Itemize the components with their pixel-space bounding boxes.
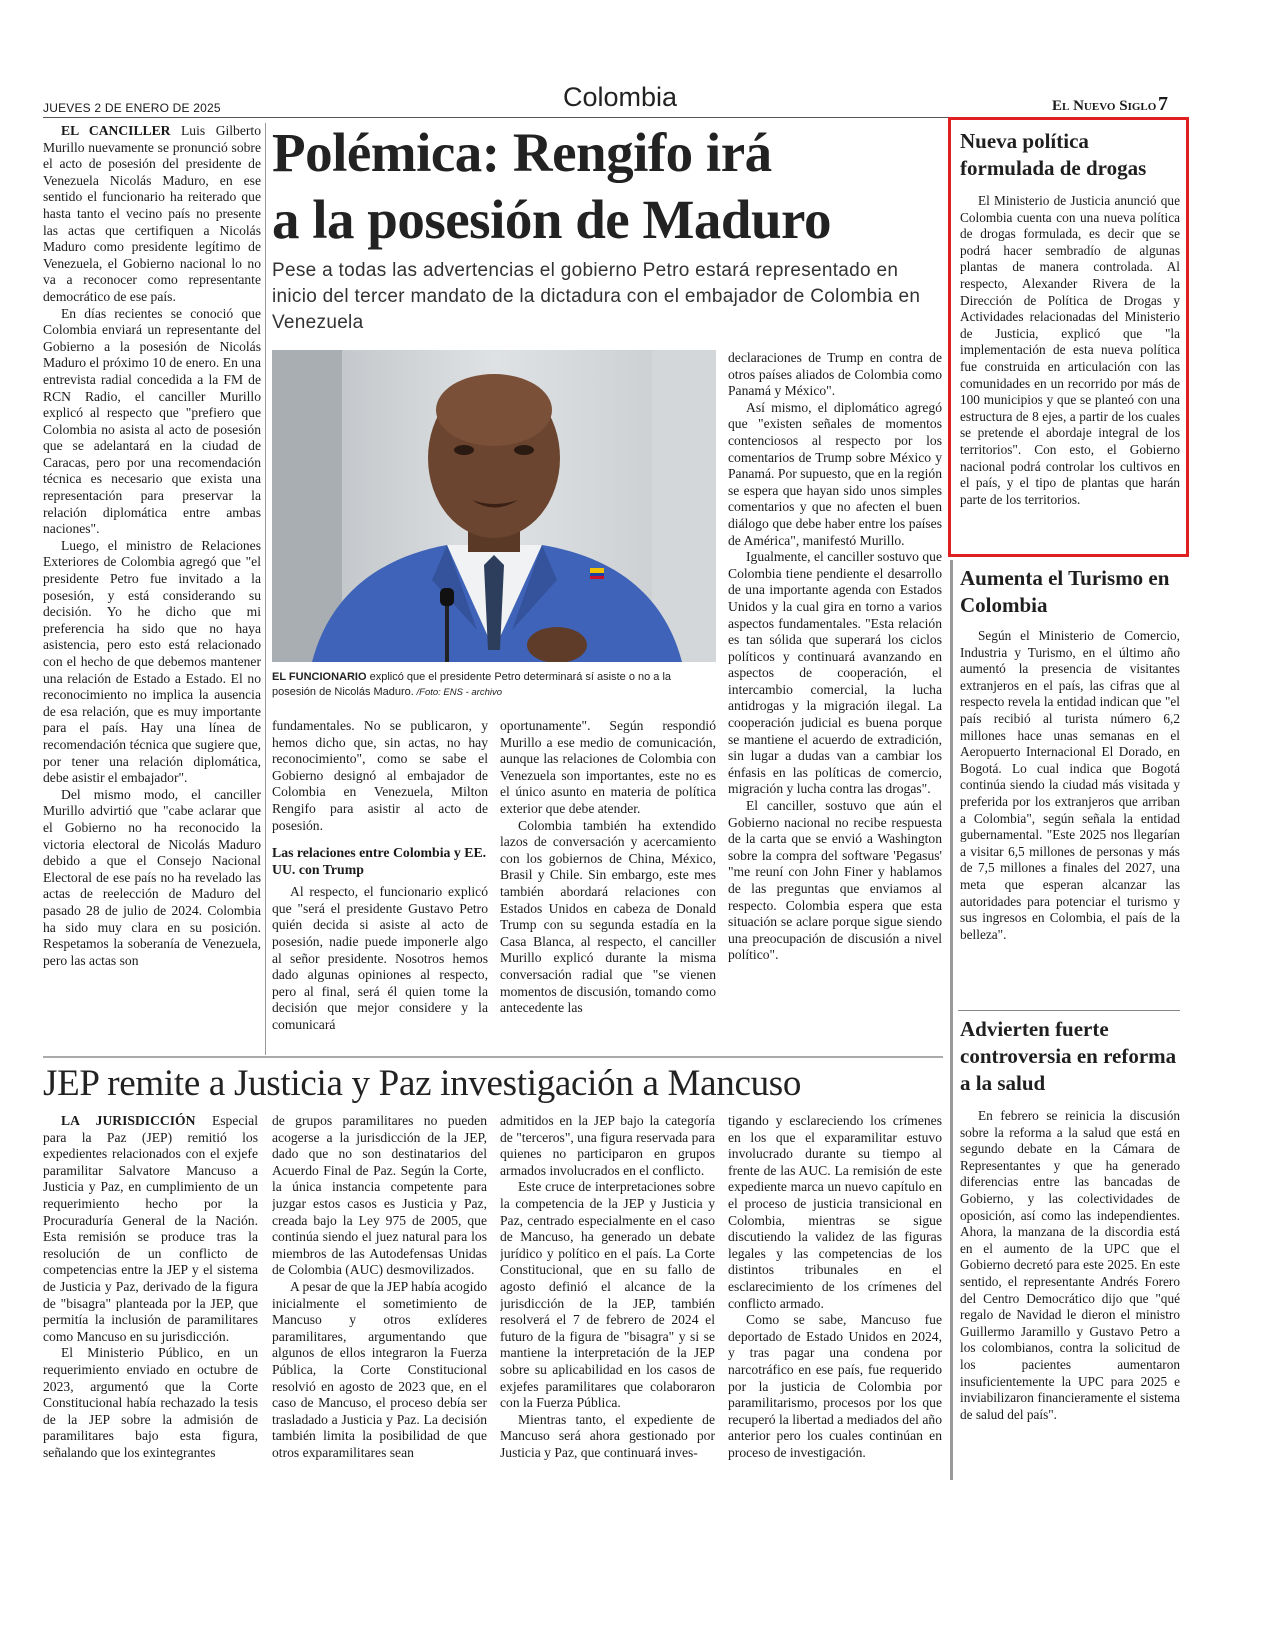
photo-canciller — [272, 350, 716, 662]
sidebar-story2-text: Según el Ministerio de Comercio, Industria y Turismo, en el último año aumentó la presencia de visitantes extranjeros en el país, las cifras que al respecto revela la entidad indican que "el país recibió al turista número 6,2 millones hace unas semanas en el Aeropuerto Internacional El Dorado, en Bogotá. Lo cual indica que Bogotá continúa siendo la ciudad más visitada y preferida por los extranjeros que arriban a Colombia", según señala la entidad gubernamental. "Este 2025 nos llegarían a visitar 6,5 millones de personas y más de 7,5 millones a finales del 2027, una meta que esperan alcanzar las autoridades para potenciar el turismo y sus ingresos en Colombia, el país de la belleza". — [960, 628, 1180, 942]
jep-col2-p1: de grupos paramilitares no pueden acogerse a la jurisdicción de la JEP, dado que no son destinatarios del Acuerdo Final de Paz. Según la Corte, la única instancia competente para juzgar estos casos es Justicia y Paz, creada bajo la Ley 975 de 2005, que continúa siendo el juez natural para los miembros de las Autodefensas Unidas de Colombia (AUC) desmovilizados. — [272, 1113, 487, 1278]
main-col1-p1: Luis Gilberto Murillo nuevamente se pronunció sobre el acto de posesión del presidente de Venezuela Nicolás Maduro, en ese sentido el funcionario ha reiterado que hasta tanto el vecino país no presente las actas que certifiquen a Nicolás Maduro como presidente legítimo de Venezuela, el Gobierno nacional lo no va a reconocer como representante democrático de ese país. — [43, 123, 261, 304]
issue-date: JUEVES 2 DE ENERO DE 2025 — [43, 101, 221, 115]
sidebar-story3-headline: Advierten fuerte controversia en reforma a la salud — [960, 1017, 1177, 1095]
jep-col4 — [728, 1113, 942, 1485]
section-title: Colombia — [563, 82, 678, 112]
sidebar-story2-headline: Aumenta el Turismo en Colombia — [960, 566, 1170, 617]
main-col4-p2: Así mismo, el diplomático agregó que "existen señales de momentos contenciosos al respecto por los comentarios de Trump sobre México y Panamá. Por supuesto, que en la región se espera que hayan sido unos simples comentarios y que no afecten el buen diálogo que debe haber entre los países de América", manifestó Murillo. — [728, 399, 942, 548]
main-col3-p1: oportunamente". Según respondió Murillo a ese medio de comunicación, aunque las relaciones de Colombia con Venezuela son importantes, este no es el único asunto en materia de política exterior que debe atender. — [500, 718, 716, 816]
col-divider — [265, 123, 266, 1055]
jep-col1 — [43, 1113, 258, 1485]
main-col4-p4: El canciller, sostuvo que aún el Gobierno nacional no recibe respuesta de la carta que se envió a Washington sobre la compra del software 'Pegasus' "me reuní con John Finer y hablamos de las preguntas que enviamos al respecto. Colombia espera que esta situación se aclare porque sigue siendo una preocupación de discusión a nivel político". — [728, 798, 942, 963]
jep-col3-p1: admitidos en la JEP bajo la categoría de "terceros", una figura reservada para quienes no participaron en grupos armados involucrados en el conflicto. — [500, 1113, 715, 1178]
sidebar-rule — [958, 1010, 1180, 1011]
main-article-col3 — [500, 718, 716, 1055]
photo-credit: /Foto: ENS - archivo — [413, 687, 503, 698]
sidebar-story3-body — [960, 1108, 1180, 1488]
jep-col1-p2: El Ministerio Público, en un requerimiento enviado en octubre de 2023, argumentó que la Corte Constitucional había rechazado la tesis de la JEP sobre la admisión de paramilitares bajo esta figura, señalando que los exintegrantes — [43, 1345, 258, 1460]
main-col1-p4: Del mismo modo, el canciller Murillo advirtió que "cabe aclarar que el Gobierno no ha reconocido la victoria electoral de Nicolás Maduro debido a que el Consejo Nacional Electoral de ese país no ha revelado las actas de reelección de Maduro del pasado 28 de julio de 2024. Colombia ha sido muy clara en su posición. Respetamos la soberanía de Venezuela, pero las actas son — [43, 786, 261, 968]
sidebar-story1-body — [960, 193, 1180, 551]
main-col4-p1: declaraciones de Trump en contra de otros países aliados de Colombia como Panamá y México". — [728, 350, 942, 399]
main-headline-line1: Polémica: Rengifo irá — [272, 122, 772, 183]
caption-text: explicó que el presidente Petro determinará sí asiste o no a la posesión de Nicolás Maduro. — [272, 671, 672, 698]
jep-col3-p3: Mientras tanto, el expediente de Mancuso será ahora gestionado por Justicia y Paz, que continuará inves- — [500, 1411, 715, 1460]
caption-lead: EL FUNCIONARIO — [272, 671, 367, 683]
portrait-image — [272, 350, 716, 662]
jep-col3 — [500, 1113, 715, 1485]
main-subhead: Las relaciones entre Colombia y EE. UU. con Trump — [272, 845, 487, 878]
sidebar-story1-text: El Ministerio de Justicia anunció que Colombia cuenta con una nueva política de drogas formulada, es decir que se podrá hacer sembradío de algunas plantas de manera controlada. Al respecto, Alexander Rivera de la Dirección de Política de Drogas y Actividades relacionadas del Ministerio de Justicia, explicó que "la implementación de esta nueva política fue construida en articulación con las comunidades en un recorrido por más de 100 municipios y que se planteó con una estructura de 8 ejes, a partir de los cuales se pretende el abordaje integral de los territorios". Con esto, el Gobierno nacional podrá controlar los cultivos en el país, y el tipo de plantas que harán parte de los territorios. — [960, 193, 1180, 507]
page-number: 7 — [1158, 93, 1168, 115]
main-article-col1 — [43, 123, 261, 1055]
main-subtitle: Pese a todas las advertencias el gobierno Petro estará representado en inicio del tercer mandato de la dictadura con el embajador de Colombia en Venezuela — [272, 260, 921, 333]
main-lead-cap: EL CANCILLER — [61, 123, 171, 138]
main-col2-p2: Al respecto, el funcionario explicó que "será el presidente Gustavo Petro quién decida si asiste al acto de posesión, nadie puede imponerle algo al señor presidente. Nosotros hemos dado algunas opiniones al respecto, pero al final, será él quien tome la decisión que mejor considere y la comunicará — [272, 884, 488, 1032]
jep-col2-p2: A pesar de que la JEP había acogido inicialmente el sometimiento de Mancuso y otros exlíderes paramilitares, argumentando que algunos de ellos integraron la Fuerza Pública, la Corte Constitucional resolvió en agosto de 2023 que, en el caso de Mancuso, el proceso debía ser trasladado a Justicia y Paz. La decisión también limita la posibilidad de que otros exparamilitares sean — [272, 1278, 487, 1460]
main-article-col2 — [272, 718, 488, 1055]
photo-caption — [272, 670, 716, 700]
main-col3-p2: Colombia también ha extendido lazos de conversación y acercamiento con los gobiernos de China, México, Brasil y Chile. Sin embargo, este mes también abordará relaciones con Estados Unidos en cabeza de Donald Trump con su segunda estadía en la Casa Blanca, al respecto, el canciller Murillo explicó durante la misma conversación radial que "se vienen momentos de discusión, tomando como antecedente las — [500, 817, 716, 1016]
main-col1-p3: Luego, el ministro de Relaciones Exteriores de Colombia agregó que "el presidente Petro fue invitado a la posesión, y está considerando su decisión. Yo he dicho que mi preferencia ha sido que no haya asistencia, pero esto está relacionado con el hecho de que debemos mantener una relación de Estado a Estado. El no reconocimiento no implica la ausencia de esa relación, que es muy importante para el país. Hay una línea de recomendación técnica que sugiere que, por tener una relación diplomática, debe asistir el embajador". — [43, 537, 261, 786]
jep-col4-p2: Como se sabe, Mancuso fue deportado de Estado Unidos en 2024, y tras pagar una condena por narcotráfico en ese país, fue requerido por la justicia de Colombia por paramilitarismo, procesos por los que recuperó la libertad a mediados del año anterior pero los cuales continúan en proceso de investigación. — [728, 1312, 942, 1460]
main-col2-p1: fundamentales. No se publicaron, y hemos dicho que, sin actas, no hay reconocimiento", como se sabe el Gobierno designó al embajador de Colombia en Venezuela, Milton Rengifo para asistir al acto de posesión. — [272, 718, 488, 833]
jep-col4-p1: tigando y esclareciendo los crímenes en los que el exparamilitar estuvo involucrado durante su tiempo al frente de las AUC. La remisión de este expediente marca un nuevo capítulo en el proceso de justicia transicional en Colombia, mientras se sigue discutiendo la validez de las figuras legales y las competencias de los distintos tribunales en el esclarecimiento de los crímenes del conflicto armado. — [728, 1113, 942, 1311]
sidebar-divider — [950, 560, 953, 1480]
main-col1-p2: En días recientes se conoció que Colombia enviará un representante del Gobierno a la posesión de Nicolás Maduro el próximo 10 de enero. En una entrevista radial concedida a la FM de RCN Radio, el canciller Murillo explicó al respecto que "prefiero que Colombia no asista al acto de posesión que se adelantará en la ciudad de Caracas, pero por una recomendación técnica es necesario que exista una representación para preservar la relación diplomática entre ambas naciones". — [43, 305, 261, 537]
jep-col3-p2: Este cruce de interpretaciones sobre la competencia de la JEP y Justicia y Paz, centrado especialmente en el caso de Mancuso, ha generado un debate jurídico y político en el país. La Corte Constitucional, que en su fallo de agosto definió el alcance de la jurisdicción de la JEP, también resolverá el 7 de febrero de 2024 el futuro de la figura de "bisagra" y si se mantiene la interpretación de la JEP sobre su aplicabilidad en los casos de exjefes paramilitares que colaboraron con la Fuerza Pública. — [500, 1179, 715, 1411]
sidebar-story2-body — [960, 628, 1180, 1006]
main-article-col4 — [728, 350, 942, 1055]
jep-col2 — [272, 1113, 487, 1485]
main-headline-line2: a la posesión de Maduro — [272, 189, 831, 250]
sidebar-story3-text: En febrero se reinicia la discusión sobre la reforma a la salud que está en segundo debate en la Cámara de Representantes y que ha generado diferencias entre las bancadas de Gobierno, y las colectividades de oposición, así como las independientes. Ahora, la manzana de la discordia está en el aumento de la UPC que el Gobierno decretó para este 2025. En este sentido, el representante Andrés Forero del Centro Democrático dijo que "qué regalo de Navidad le dieron el ministro Guillermo Jaramillo y Gustavo Petro a los colombianos, contra la solicitud de los pacientes aumentaron insuficientemente la UPC para 2025 e inviabilizaron financieramente el sistema de salud del país". — [960, 1108, 1180, 1422]
main-col4-p3: Igualmente, el canciller sostuvo que Colombia tiene pendiente el desarrollo de una importante agenda con Estados Unidos y la cual gira en torno a varios aspectos fundamentales. "Esta relación es tan sólida que superará los ciclos políticos y continuará avanzando en aspectos de cooperación, el intercambio comercial, la lucha antidrogas y la migración ilegal. La cooperación judicial es buena porque se mantiene el acuerdo de extradición, sin lugar a dudas van a cambiar los énfasis en las políticas de comercio, migración y lucha contra las drogas". — [728, 549, 942, 797]
jep-lead-cap: LA JURISDICCIÓN — [61, 1113, 196, 1128]
masthead-name: El Nuevo Siglo — [1052, 98, 1157, 114]
jep-headline: JEP remite a Justicia y Paz investigación a Mancuso — [43, 1063, 802, 1104]
sidebar-story1-headline: Nueva política formulada de drogas — [960, 129, 1147, 180]
article-divider — [43, 1056, 943, 1058]
jep-col1-p1: Especial para la Paz (JEP) remitió los expedientes relacionados con el exjefe paramilitar Salvatore Mancuso a Justicia y Paz, en cumplimiento de un requerimiento hecho por la Procuraduría General de la Nación. Esta remisión se produce tras la resolución de un conflicto de competencias entre la JEP y el sistema de Justicia y Paz, derivado de la figura de "bisagra" planteada por la JEP, que permitía la inclusión de paramilitares como Mancuso en su jurisdicción. — [43, 1113, 258, 1344]
